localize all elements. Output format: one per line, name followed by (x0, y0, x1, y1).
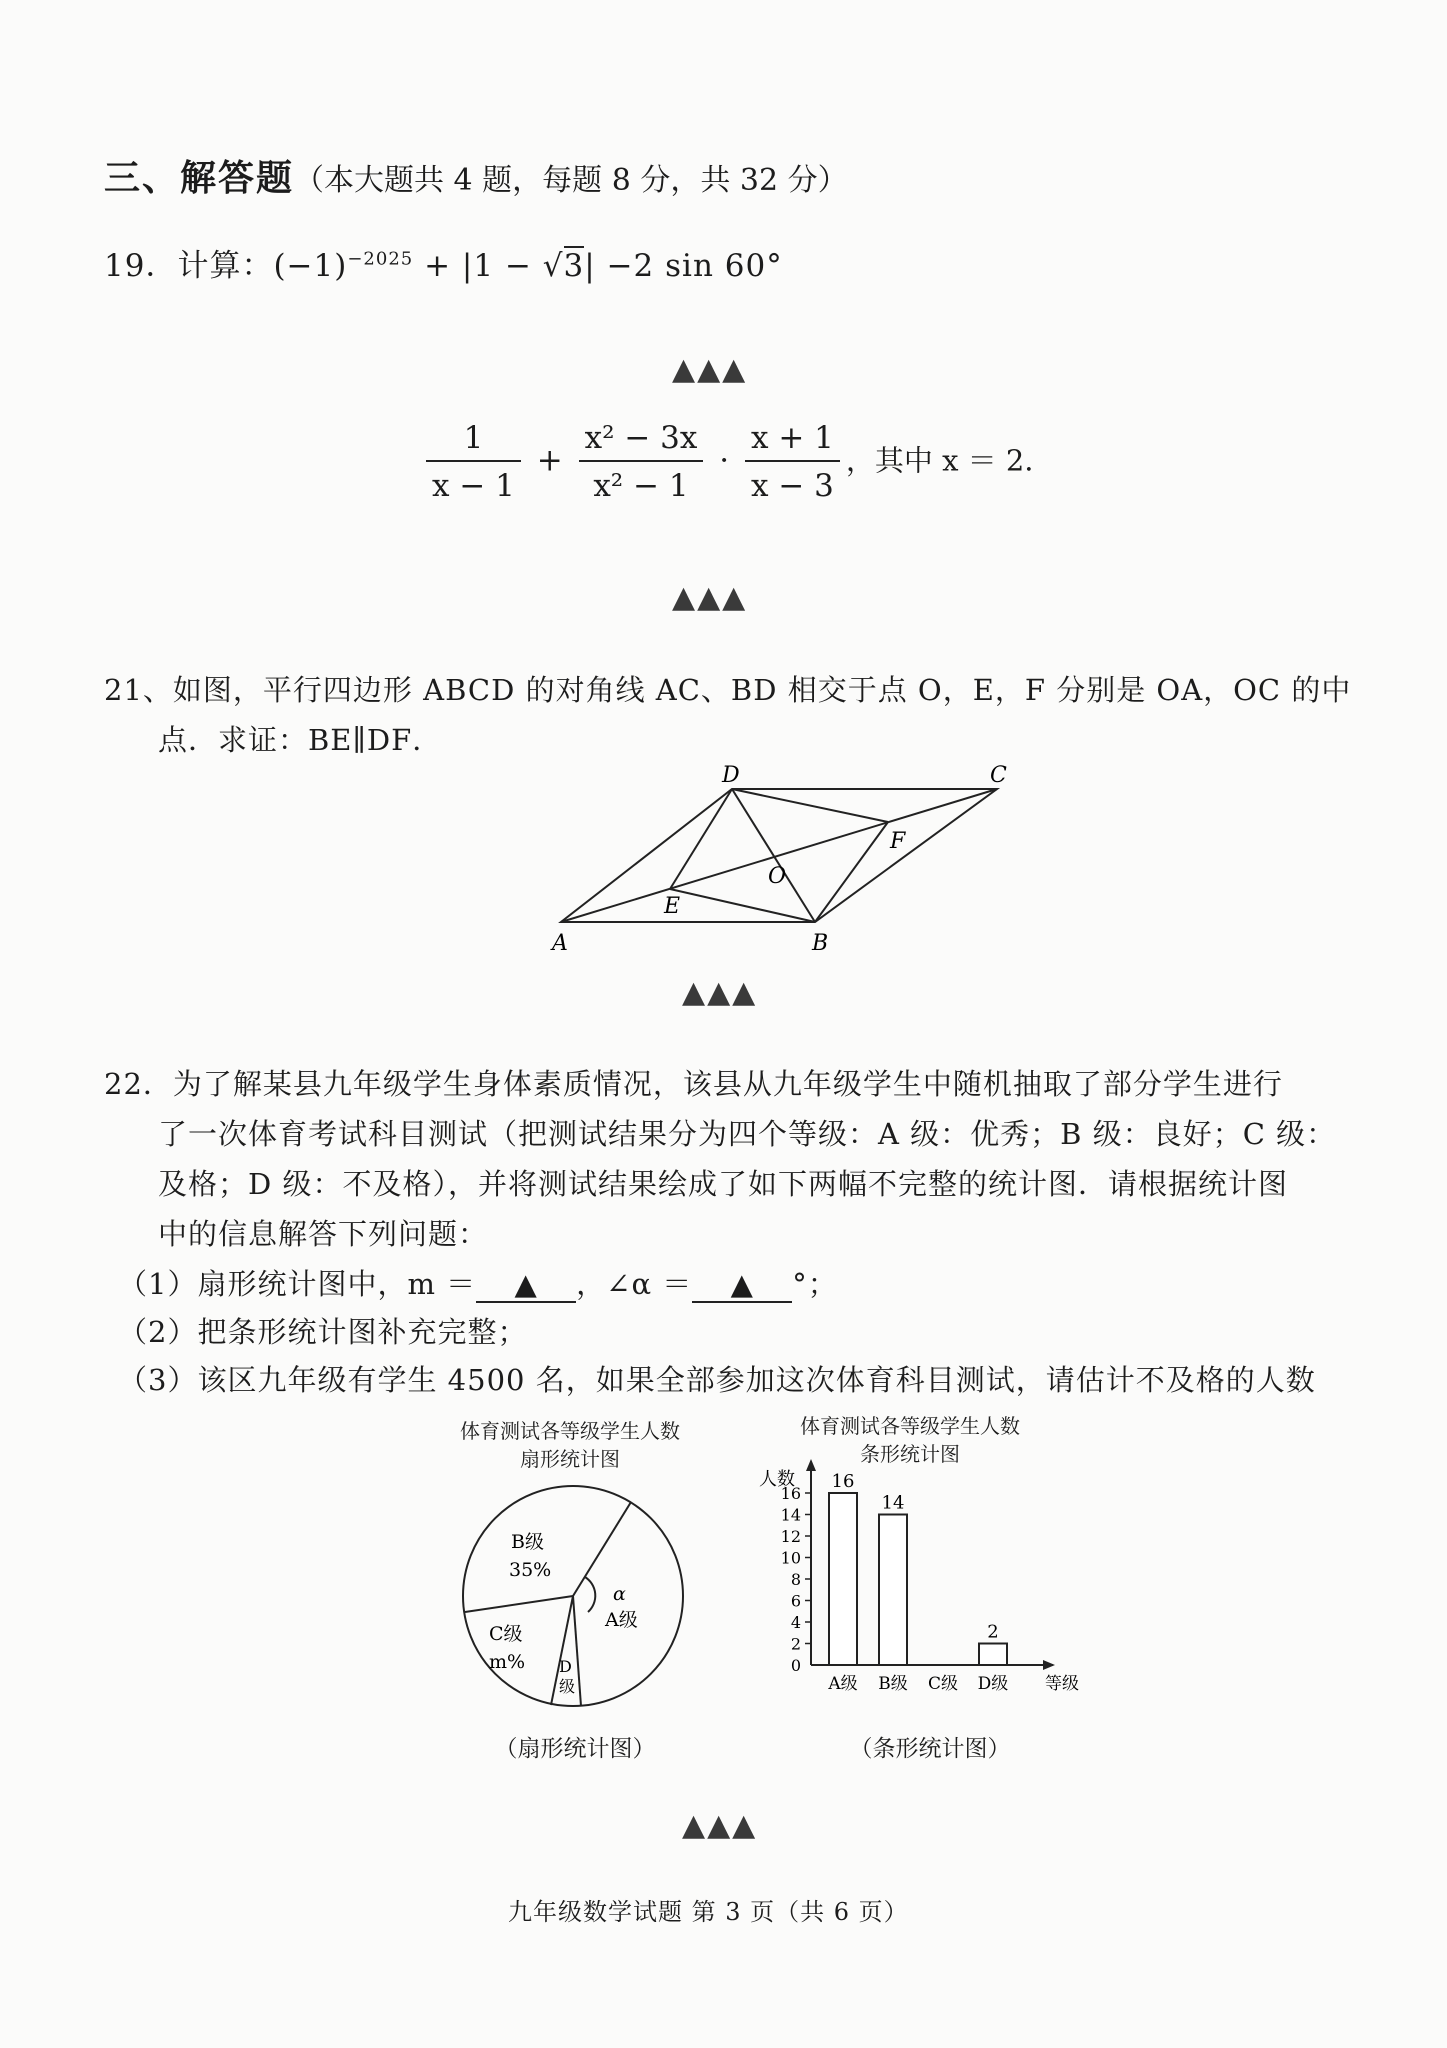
x-tick-label: D级 (977, 1674, 1009, 1694)
y-tick-label: 8 (790, 1570, 801, 1589)
bar-title-1: 体育测试各等级学生人数 (800, 1414, 1020, 1438)
label-a: A (552, 931, 568, 956)
question-21-line2: 点．求证：BE∥DF． (158, 723, 443, 757)
alpha-arc (585, 1577, 595, 1612)
y-tick-label: 0 (790, 1656, 801, 1675)
sqrt-sign: √ (542, 248, 564, 284)
y-axis-label: 人数 (759, 1469, 795, 1490)
pie-pct-c: m% (489, 1651, 526, 1673)
y-tick-label: 12 (780, 1527, 801, 1546)
label-o: O (768, 864, 787, 889)
fraction-3: $\frac{x + 1}{x - 3}$ (745, 420, 840, 504)
question-22-part2: （2）把条形统计图补充完整； (118, 1315, 528, 1349)
segment-df (732, 789, 888, 822)
x-axis-arrow (1043, 1660, 1055, 1670)
question-22-line2: 了一次体育考试科目测试（把测试结果分为四个等级：A 级：优秀；B 级：良好；C 级： (158, 1117, 1337, 1151)
diagonal-ac (561, 789, 997, 922)
pie-chart (455, 1480, 695, 1720)
pie-label-c: C级 (489, 1623, 523, 1645)
question-lead: 计算： (177, 248, 274, 284)
multiply-dot: · (719, 442, 730, 479)
x-axis-label: 等级 (1045, 1674, 1079, 1694)
condition-text: ，其中 x ＝ 2． (845, 443, 1054, 478)
y-tick-label: 2 (790, 1634, 801, 1654)
part1-text: （1）扇形统计图中，m ＝ (118, 1267, 477, 1301)
question-21-line1: 21、如图，平行四边形 ABCD 的对角线 AC、BD 相交于点 O，E，F 分别是 OA，OC 的中 (104, 673, 1352, 707)
sqrt-radicand: 3 (563, 248, 585, 284)
expression-part: | −2 sin 60° (584, 248, 783, 284)
bar-chart (735, 1455, 1079, 1705)
answer-placeholder: ▲▲▲ (672, 580, 748, 615)
segment-de (670, 789, 732, 889)
question-22-line4: 中的信息解答下列问题： (158, 1217, 489, 1251)
section-note: （本大题共 4 题，每题 8 分，共 32 分） (294, 163, 848, 198)
y-axis-arrow (806, 1459, 816, 1471)
bar-value-label: 16 (831, 1471, 855, 1492)
pie-label-b: B级 (511, 1531, 544, 1553)
parallelogram-figure (540, 760, 1030, 960)
answer-placeholder: ▲▲▲ (672, 352, 748, 387)
segment-bf (815, 822, 888, 922)
pie-label-a: A级 (605, 1609, 638, 1631)
bar-value-label: 14 (881, 1492, 905, 1514)
answer-placeholder: ▲▲▲ (682, 975, 758, 1010)
pie-pct-b: 35% (509, 1559, 552, 1581)
pie-label-d: D (559, 1657, 572, 1676)
question-22-line3: 及格；D 级：不及格），并将测试结果绘成了如下两幅不完整的统计图．请根据统计图 (158, 1167, 1288, 1201)
question-22-part1 (118, 1262, 838, 1303)
pie-divider-ab (573, 1502, 631, 1596)
part1-text: °； (792, 1267, 838, 1301)
question-22-part3: （3）该区九年级有学生 4500 名，如果全部参加这次体育科目测试，请估计不及格的人数 (118, 1363, 1316, 1397)
question-19 (104, 240, 783, 285)
segment-be (670, 889, 815, 922)
label-b: B (812, 931, 829, 956)
x-tick-label: C级 (927, 1674, 959, 1694)
pie-alpha: α (613, 1583, 626, 1605)
question-22-line1: 22．为了解某县九年级学生身体素质情况，该县从九年级学生中随机抽取了部分学生进行 (104, 1067, 1283, 1101)
section-title: 三、解答题 (104, 157, 295, 199)
question-number: 19． (104, 248, 178, 284)
y-tick-label: 4 (790, 1613, 801, 1632)
y-tick-label: 6 (790, 1591, 801, 1611)
power-exponent: −2025 (347, 248, 414, 270)
bar-caption: （条形统计图） (849, 1736, 1011, 1762)
bar (829, 1493, 857, 1665)
pie-caption: （扇形统计图） (494, 1736, 656, 1762)
fraction-1: $\frac{1}{x - 1}$ (426, 420, 521, 504)
section-header (104, 150, 848, 201)
label-c: C (990, 763, 1007, 788)
y-tick-label: 10 (780, 1548, 801, 1568)
y-tick-label: 16 (780, 1484, 801, 1503)
pie-title-2: 扇形统计图 (520, 1447, 620, 1471)
pie-label-d-suffix: 级 (559, 1677, 576, 1696)
part1-text: ，∠α ＝ (576, 1267, 693, 1301)
x-tick-label: B级 (878, 1674, 908, 1694)
x-tick-label: A级 (828, 1674, 858, 1694)
question-20-expression (420, 420, 1053, 504)
bar (979, 1644, 1007, 1666)
bar (879, 1515, 907, 1666)
plus-sign: + (536, 442, 563, 479)
y-tick-label: 14 (780, 1505, 801, 1525)
label-e: E (664, 894, 681, 919)
power-base: (−1) (273, 248, 348, 284)
bar-value-label: 2 (987, 1621, 999, 1643)
expression-part: + |1 − (413, 248, 543, 284)
label-d: D (722, 763, 740, 788)
bar-title-2: 条形统计图 (860, 1442, 960, 1466)
answer-blank-alpha: ▲ (692, 1267, 792, 1303)
answer-placeholder: ▲▲▲ (682, 1808, 758, 1843)
diagonal-bd (732, 789, 815, 922)
page-footer: 九年级数学试题 第 3 页（共 6 页） (508, 1898, 909, 1926)
pie-title-1: 体育测试各等级学生人数 (460, 1419, 680, 1443)
fraction-2: $\frac{\text{x² − 3x}}{\text{x² − 1}}$ (579, 420, 704, 504)
answer-blank-m: ▲ (476, 1267, 576, 1303)
pie-divider-bc (465, 1596, 573, 1612)
label-f: F (890, 829, 906, 854)
